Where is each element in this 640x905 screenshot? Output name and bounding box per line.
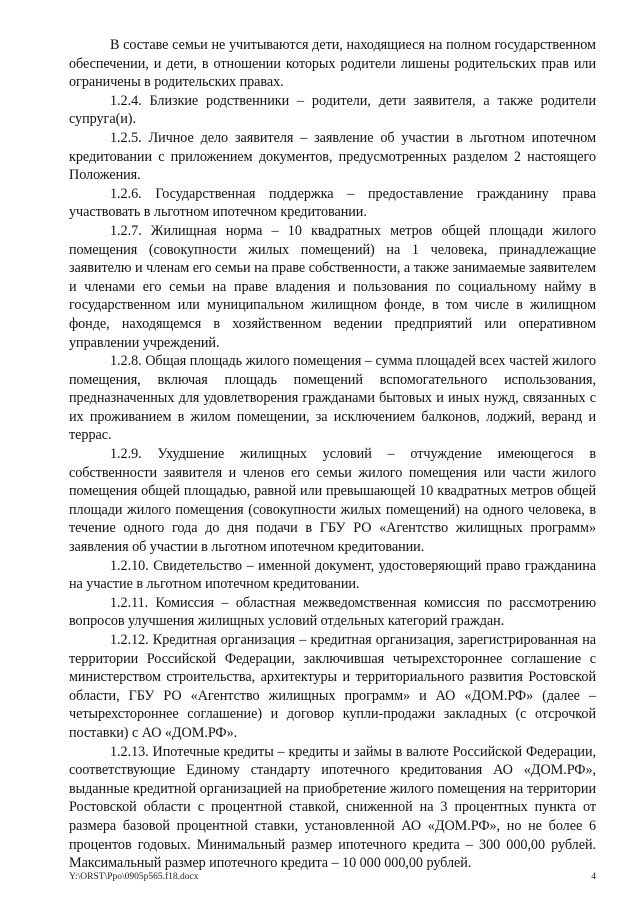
paragraph-family-composition: В составе семьи не учитываются дети, находящиеся на полном государственном обеспечении, и дети, в отношении которых родители лишены родительских прав или ограничены в родительских правах. [69, 37, 596, 91]
page-number: 4 [591, 872, 596, 882]
paragraph-1-2-8: 1.2.8. Общая площадь жилого помещения – сумма площадей всех частей жилого помещения, включая площадь помещений вспомогательного использования, предназначенных для удовлетворения гражданами бытовых и иных нужд, связанных с их проживанием в жилом помещении, за исключением балконов, лоджий, веранд и террас. [69, 353, 596, 444]
paragraph-1-2-12: 1.2.12. Кредитная организация – кредитная организация, зарегистрированная на территории Российской Федерации, заключившая четырехстороннее соглашение с министерством строительства, архитектуры и территориального развития Ростовской области, ГБУ РО «Агентство жилищных программ» и АО «ДОМ.РФ» (далее – четырехстороннее соглашение) и договор купли-продажи закладных (с отсрочкой поставки) с АО «ДОМ.РФ». [69, 632, 596, 741]
paragraph-1-2-7: 1.2.7. Жилищная норма – 10 квадратных метров общей площади жилого помещения (совокупности жилых помещений) на 1 человека, принадлежащие заявителю и членам его семьи на праве собственности, а также занимаемые заявителем и членами его семьи на праве владения и пользования по социальному найму в государственном или муниципальном жилищном фонде, в том числе в жилищном фонде, находящемся в хозяйственном ведении предприятий или оперативном управлении учреждений. [69, 222, 596, 351]
paragraph-1-2-5: 1.2.5. Личное дело заявителя – заявление об участии в льготном ипотечном кредитовании с приложением документов, предусмотренных разделом 2 настоящего Положения. [69, 129, 596, 184]
paragraph-1-2-10: 1.2.10. Свидетельство – именной документ, удостоверяющий право гражданина на участие в льготном ипотечном кредитовании. [69, 557, 596, 593]
paragraph-1-2-4: 1.2.4. Близкие родственники – родители, дети заявителя, а также родители супруга(и). [69, 92, 596, 128]
paragraph-1-2-13: 1.2.13. Ипотечные кредиты – кредиты и займы в валюте Российской Федерации, соответствующие Единому стандарту ипотечного кредитования АО «ДОМ.РФ», выданные кредитной организацией на приобретение жилого помещения на территории Ростовской области с процентной ставкой, сниженной на 3 процентных пункта от размера базовой процентной ставки, установленной АО «ДОМ.РФ», но не более 6 процентов годовых. Минимальный размер ипотечного кредита – 300 000,00 рублей. Максимальный размер ипотечного кредита – 10 000 000,00 рублей. [69, 743, 596, 872]
paragraph-1-2-9: 1.2.9. Ухудшение жилищных условий – отчуждение имеющегося в собственности заявителя и членов его семьи жилого помещения или части жилого помещения общей площадью, равной или превышающей 10 квадратных метров общей площади жилого помещения (совокупности жилых помещений) на одного человека, в течение одного года до дня подачи в ГБУ РО «Агентство жилищных программ» заявления об участии в льготном ипотечном кредитовании. [69, 446, 596, 556]
paragraph-1-2-6: 1.2.6. Государственная поддержка – предоставление гражданину права участвовать в льготном ипотечном кредитовании. [69, 185, 596, 221]
paragraph-1-2-11: 1.2.11. Комиссия – областная межведомственная комиссия по рассмотрению вопросов улучшения жилищных условий отдельных категорий граждан. [69, 594, 596, 630]
file-path: Y:\ORST\Ppo\0905p565.f18.docx [69, 872, 199, 882]
document-body [69, 36, 596, 873]
